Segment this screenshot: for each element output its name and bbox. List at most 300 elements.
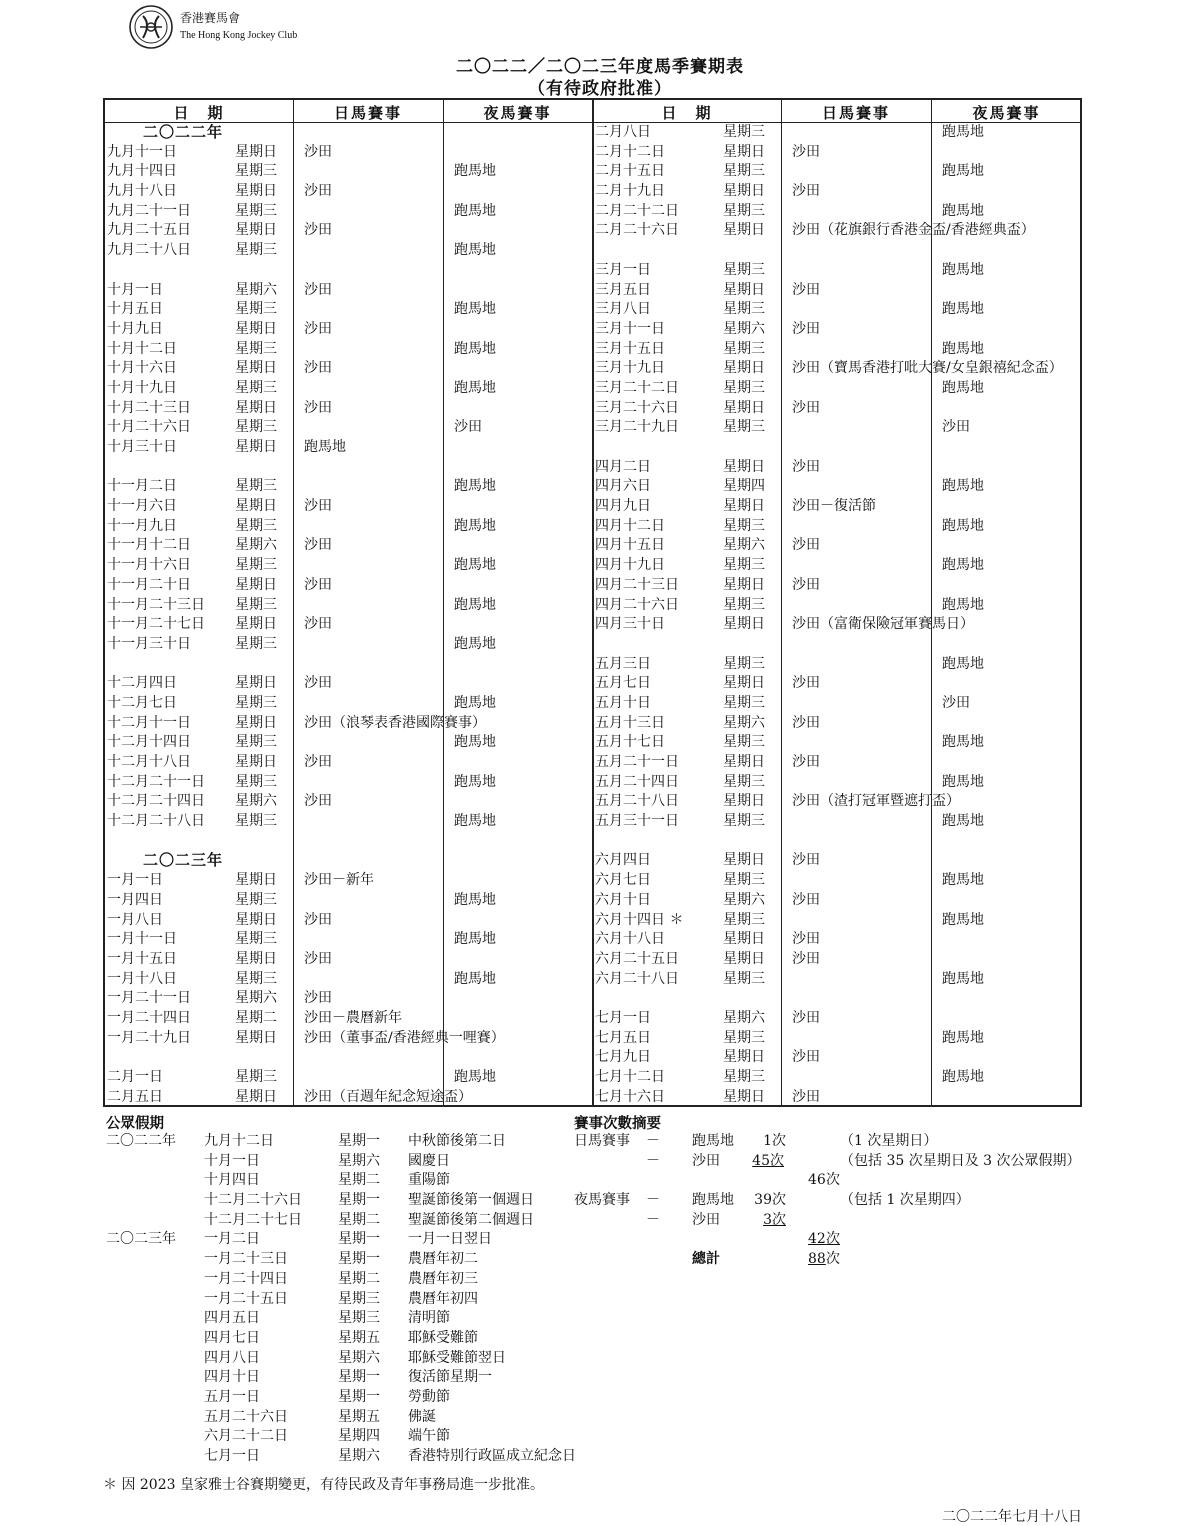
race-date: 十月五日 — [107, 301, 163, 318]
race-date: 二月一日 — [107, 1069, 163, 1085]
race-date: 十月十九日 — [107, 379, 177, 396]
race-weekday: 星期三 — [235, 419, 277, 436]
night-race: 跑馬地 — [454, 340, 496, 357]
race-date: 一月十一日 — [107, 931, 177, 948]
spacer-row — [105, 655, 592, 675]
race-weekday: 星期日 — [723, 183, 765, 200]
night-race: 沙田 — [454, 419, 482, 436]
race-weekday: 星期三 — [723, 163, 765, 180]
day-race: 沙田 — [792, 714, 820, 731]
race-date: 三月一日 — [595, 261, 651, 278]
race-row — [593, 891, 1082, 911]
race-row — [105, 714, 592, 734]
race-row — [593, 143, 1082, 163]
night-race: 跑馬地 — [942, 813, 984, 830]
race-weekday: 星期日 — [723, 576, 765, 593]
holiday-date: 一月二十四日 — [204, 1270, 288, 1287]
race-weekday: 星期日 — [235, 675, 277, 692]
race-weekday: 星期日 — [723, 950, 765, 967]
race-weekday: 星期日 — [723, 281, 765, 298]
day-race: 沙田－復活節 — [792, 498, 876, 515]
day-race: 沙田－新年 — [304, 872, 374, 889]
summary-day-hv-venue: 跑馬地 — [692, 1133, 734, 1149]
night-race: 跑馬地 — [454, 1069, 496, 1085]
race-date: 一月二十四日 — [107, 1009, 191, 1026]
summary-night-hv-venue: 跑馬地 — [692, 1192, 734, 1209]
race-weekday: 星期六 — [723, 537, 765, 554]
summary-day-hv-count: 1 — [763, 1133, 772, 1149]
day-race: 沙田（寶馬香港打吡大賽/女皇銀禧紀念盃） — [792, 360, 1063, 377]
day-race: 沙田 — [792, 675, 820, 692]
race-date: 十月三十日 — [107, 439, 177, 455]
holiday-date: 一月二十五日 — [204, 1290, 288, 1307]
race-row — [105, 1009, 592, 1029]
holiday-name: 復活節星期一 — [408, 1369, 492, 1386]
spacer-row — [593, 241, 1082, 261]
spacer-row — [593, 438, 1082, 458]
race-weekday: 星期日 — [723, 399, 765, 416]
race-date: 二月十五日 — [595, 163, 665, 180]
holiday-date: 四月五日 — [204, 1310, 260, 1327]
summary-night-hv-count: 39 — [754, 1192, 772, 1209]
race-date: 五月十七日 — [595, 734, 665, 751]
race-row — [105, 517, 592, 537]
race-row — [105, 379, 592, 399]
day-race: 沙田 — [792, 931, 820, 948]
day-race: 沙田 — [304, 399, 332, 416]
race-date: 二月十二日 — [595, 143, 665, 160]
race-date: 三月二十六日 — [595, 399, 679, 416]
race-weekday: 星期日 — [723, 675, 765, 692]
race-row — [593, 911, 1082, 931]
race-weekday: 星期三 — [235, 557, 277, 574]
holiday-weekday: 星期三 — [338, 1310, 380, 1327]
spacer-row — [593, 635, 1082, 655]
race-date: 十二月四日 — [107, 675, 177, 692]
race-weekday: 星期三 — [723, 301, 765, 318]
holiday-weekday: 星期五 — [338, 1408, 380, 1425]
race-weekday: 星期三 — [723, 124, 765, 140]
day-race: 沙田（百週年紀念短途盃） — [304, 1088, 472, 1105]
race-row — [593, 379, 1082, 399]
holiday-name: 農曆年初二 — [408, 1251, 478, 1268]
summary-day-hv-note: （1 次星期日） — [840, 1133, 938, 1149]
race-date: 四月十九日 — [595, 557, 665, 574]
race-row — [105, 143, 592, 163]
day-race: 沙田 — [792, 183, 820, 200]
race-row — [593, 123, 1082, 143]
night-race: 跑馬地 — [942, 1069, 984, 1085]
holiday-date: 五月二十六日 — [204, 1408, 288, 1425]
hkjc-emblem-icon — [128, 4, 174, 50]
footnote: ＊ 因 2023 皇家雅士谷賽期變更，有待民政及青年事務局進一步批准。 — [103, 1477, 544, 1493]
holiday-date: 四月七日 — [204, 1329, 260, 1346]
race-weekday: 星期三 — [235, 694, 277, 711]
day-race: 沙田 — [304, 281, 332, 298]
holiday-name: 清明節 — [408, 1310, 450, 1327]
night-race: 沙田 — [942, 694, 970, 711]
night-race: 跑馬地 — [454, 517, 496, 534]
spacer-row — [105, 832, 592, 852]
day-race: 沙田 — [304, 537, 332, 554]
race-weekday: 星期三 — [235, 931, 277, 948]
race-row — [105, 1068, 592, 1088]
holiday-date: 十二月二十七日 — [204, 1211, 302, 1228]
race-weekday: 星期三 — [723, 694, 765, 711]
night-race: 跑馬地 — [942, 202, 984, 219]
day-race: 沙田（浪琴表香港國際賽事） — [304, 714, 486, 731]
race-row — [105, 320, 592, 340]
race-row — [105, 576, 592, 596]
race-row — [593, 182, 1082, 202]
race-date: 一月二十九日 — [107, 1029, 191, 1046]
day-race: 跑馬地 — [304, 439, 346, 455]
race-row — [593, 281, 1082, 301]
race-date: 七月十六日 — [595, 1088, 665, 1105]
holiday-name: 聖誕節後第一個週日 — [408, 1192, 534, 1209]
holiday-date: 四月十日 — [204, 1369, 260, 1386]
race-date: 四月六日 — [595, 478, 651, 495]
summary-total-label: 總計 — [692, 1251, 720, 1268]
holiday-name: 端午節 — [408, 1428, 450, 1445]
race-date: 九月十八日 — [107, 183, 177, 200]
night-race: 跑馬地 — [454, 773, 496, 790]
race-row — [105, 281, 592, 301]
day-race: 沙田（花旗銀行香港金盃/香港經典盃） — [792, 222, 1035, 239]
race-row — [105, 399, 592, 419]
race-row — [105, 911, 592, 931]
right-schedule-rows — [593, 123, 1082, 1107]
header-date-left: 日 期 — [173, 104, 225, 122]
holiday-name: 國慶日 — [408, 1152, 450, 1169]
race-summary — [574, 1132, 1094, 1270]
race-row — [593, 399, 1082, 419]
race-date: 十月一日 — [107, 281, 163, 298]
year-heading-row — [105, 123, 592, 143]
race-weekday: 星期六 — [723, 714, 765, 731]
race-date: 六月二十八日 — [595, 970, 679, 987]
page-subtitle: （有待政府批准） — [528, 79, 672, 99]
holiday-name: 佛誕 — [408, 1408, 436, 1425]
night-race: 跑馬地 — [454, 931, 496, 948]
document-date: 二〇二二年七月十八日 — [942, 1509, 1082, 1525]
holiday-date: 十二月二十六日 — [204, 1192, 302, 1209]
race-row — [593, 576, 1082, 596]
race-weekday: 星期日 — [235, 399, 277, 416]
holiday-weekday: 星期六 — [338, 1448, 380, 1464]
race-date: 十二月十八日 — [107, 754, 191, 770]
race-weekday: 星期六 — [235, 537, 277, 554]
holiday-date: 一月二十三日 — [204, 1251, 288, 1268]
summary-day-subtotal-count: 46 — [808, 1172, 826, 1189]
night-race: 跑馬地 — [942, 163, 984, 180]
summary-night-subtotal-count: 42 — [808, 1231, 826, 1248]
header-night-left: 夜馬賽事 — [483, 104, 552, 122]
race-date: 十月十二日 — [107, 340, 177, 357]
race-row — [105, 202, 592, 222]
race-row — [105, 221, 592, 241]
race-row — [105, 241, 592, 261]
holiday-weekday: 星期一 — [338, 1369, 380, 1386]
day-race: 沙田－農曆新年 — [304, 1009, 402, 1026]
summary-day-st-count: 45 — [752, 1152, 770, 1169]
race-date: 十一月二十三日 — [107, 596, 205, 613]
night-race: 跑馬地 — [454, 970, 496, 987]
race-row — [593, 1068, 1082, 1088]
race-weekday: 星期三 — [235, 635, 277, 652]
race-date: 一月十五日 — [107, 950, 177, 967]
race-date: 三月五日 — [595, 281, 651, 298]
holiday-weekday: 星期一 — [338, 1251, 380, 1268]
holiday-weekday: 星期一 — [338, 1231, 380, 1248]
race-weekday: 星期三 — [235, 970, 277, 987]
race-date: 十一月十二日 — [107, 537, 191, 554]
race-date: 四月九日 — [595, 498, 651, 515]
race-row — [593, 340, 1082, 360]
day-race: 沙田 — [304, 911, 332, 928]
holiday-date: 十月一日 — [204, 1152, 260, 1169]
year-heading: 二〇二二年 — [143, 123, 224, 141]
night-race: 跑馬地 — [942, 517, 984, 534]
day-race: 沙田 — [304, 675, 332, 692]
race-weekday: 星期日 — [235, 872, 277, 889]
holiday-weekday: 星期一 — [338, 1133, 380, 1149]
race-weekday: 星期三 — [235, 242, 277, 259]
night-race: 跑馬地 — [454, 242, 496, 259]
night-race: 跑馬地 — [454, 301, 496, 318]
race-row — [593, 162, 1082, 182]
race-weekday: 星期三 — [723, 813, 765, 830]
race-date: 七月十二日 — [595, 1069, 665, 1085]
race-weekday: 星期日 — [723, 754, 765, 770]
summary-night-hv-unit: 次 — [772, 1192, 786, 1209]
race-row — [593, 418, 1082, 438]
race-date: 十月二十三日 — [107, 399, 191, 416]
night-race: 沙田 — [942, 419, 970, 436]
summary-total-unit: 次 — [826, 1251, 840, 1268]
race-weekday: 星期六 — [235, 281, 277, 298]
summary-night-label: 夜馬賽事 — [574, 1192, 630, 1209]
summary-total-count: 88 — [808, 1251, 826, 1268]
race-date: 十二月二十四日 — [107, 793, 205, 810]
race-date: 二月二十六日 — [595, 222, 679, 239]
race-weekday: 星期日 — [723, 931, 765, 948]
race-date: 十二月七日 — [107, 694, 177, 711]
race-row — [593, 261, 1082, 281]
race-weekday: 星期日 — [723, 1049, 765, 1066]
night-race: 跑馬地 — [942, 734, 984, 751]
summary-dash: － — [646, 1152, 660, 1169]
night-race: 跑馬地 — [454, 734, 496, 751]
race-date: 十一月三十日 — [107, 635, 191, 652]
summary-title: 賽事次數摘要 — [574, 1115, 661, 1132]
spacer-row — [593, 832, 1082, 852]
race-date: 一月一日 — [107, 872, 163, 889]
race-date: 三月八日 — [595, 301, 651, 318]
day-race: 沙田 — [304, 498, 332, 515]
race-date: 九月二十五日 — [107, 222, 191, 239]
race-weekday: 星期三 — [723, 655, 765, 672]
summary-night-st-unit: 次 — [772, 1211, 786, 1228]
race-weekday: 星期三 — [723, 419, 765, 436]
race-weekday: 星期三 — [235, 813, 277, 830]
day-race: 沙田 — [792, 754, 820, 770]
left-schedule-rows — [105, 123, 592, 1107]
race-weekday: 星期三 — [235, 517, 277, 534]
race-row — [593, 871, 1082, 891]
race-date: 三月十九日 — [595, 360, 665, 377]
hkjc-logo — [128, 4, 297, 50]
race-date: 十二月十四日 — [107, 734, 191, 751]
race-row — [593, 773, 1082, 793]
race-row — [593, 320, 1082, 340]
race-row — [593, 615, 1082, 635]
race-weekday: 星期日 — [723, 852, 765, 869]
race-date: 一月十八日 — [107, 970, 177, 987]
day-race: 沙田 — [792, 320, 820, 337]
race-weekday: 星期日 — [235, 950, 277, 967]
race-row — [105, 871, 592, 891]
race-date: 五月七日 — [595, 675, 651, 692]
year-heading: 二〇二三年 — [143, 851, 224, 870]
night-race: 跑馬地 — [942, 478, 984, 495]
holiday-name: 中秋節後第二日 — [408, 1133, 506, 1149]
race-date: 六月十八日 — [595, 931, 665, 948]
race-row — [593, 1029, 1082, 1049]
race-weekday: 星期三 — [723, 1029, 765, 1046]
day-race: 沙田 — [304, 320, 332, 337]
race-row — [105, 477, 592, 497]
summary-day-st-venue: 沙田 — [692, 1152, 720, 1169]
race-row — [105, 1029, 592, 1049]
race-row — [593, 674, 1082, 694]
race-date: 五月三日 — [595, 655, 651, 672]
race-weekday: 星期三 — [235, 596, 277, 613]
summary-dash: － — [646, 1211, 660, 1228]
race-weekday: 星期日 — [235, 360, 277, 377]
header-night-right: 夜馬賽事 — [972, 104, 1041, 122]
race-row — [593, 202, 1082, 222]
race-row — [593, 930, 1082, 950]
holiday-weekday: 星期六 — [338, 1152, 380, 1169]
holiday-date: 七月一日 — [204, 1448, 260, 1464]
race-weekday: 星期日 — [235, 1088, 277, 1105]
race-row — [593, 1048, 1082, 1068]
race-row — [593, 458, 1082, 478]
race-weekday: 星期三 — [723, 557, 765, 574]
race-weekday: 星期日 — [723, 498, 765, 515]
night-race: 跑馬地 — [942, 773, 984, 790]
race-weekday: 星期日 — [235, 754, 277, 770]
holiday-name: 香港特別行政區成立紀念日 — [408, 1448, 576, 1464]
holiday-name: 重陽節 — [408, 1172, 450, 1189]
race-row — [593, 1009, 1082, 1029]
holiday-name: 勞動節 — [408, 1388, 450, 1405]
race-date: 四月二十六日 — [595, 596, 679, 613]
race-weekday: 星期二 — [235, 1009, 277, 1026]
race-date: 二月二十二日 — [595, 202, 679, 219]
race-row — [593, 1088, 1082, 1108]
race-weekday: 星期三 — [235, 202, 277, 219]
race-weekday: 星期三 — [235, 478, 277, 495]
race-date: 六月七日 — [595, 872, 651, 889]
night-race: 跑馬地 — [454, 478, 496, 495]
holiday-date: 一月二日 — [204, 1231, 260, 1248]
race-date: 九月十四日 — [107, 163, 177, 180]
race-row — [593, 556, 1082, 576]
race-weekday: 星期三 — [723, 596, 765, 613]
holiday-weekday: 星期五 — [338, 1329, 380, 1346]
night-race: 跑馬地 — [454, 891, 496, 908]
night-race: 跑馬地 — [942, 596, 984, 613]
holiday-name: 一月一日翌日 — [408, 1231, 492, 1248]
race-date: 十一月六日 — [107, 498, 177, 515]
race-date: 六月四日 — [595, 852, 651, 869]
header-date-right: 日 期 — [661, 104, 713, 122]
night-race: 跑馬地 — [942, 1029, 984, 1046]
day-race: 沙田 — [792, 143, 820, 160]
race-row — [593, 733, 1082, 753]
header-day-right: 日馬賽事 — [821, 104, 890, 122]
race-date: 九月十一日 — [107, 143, 177, 160]
race-row — [105, 340, 592, 360]
night-race: 跑馬地 — [454, 694, 496, 711]
race-date: 五月二十一日 — [595, 754, 679, 770]
day-race: 沙田（董事盃/香港經典一哩賽） — [304, 1029, 505, 1046]
race-date: 十一月二十七日 — [107, 616, 205, 633]
race-row — [105, 812, 592, 832]
race-weekday: 星期三 — [235, 163, 277, 180]
race-weekday: 星期日 — [723, 793, 765, 810]
page-title: 二〇二二／二〇二三年度馬季賽期表 — [456, 57, 744, 77]
race-row — [593, 714, 1082, 734]
header-day-left: 日馬賽事 — [333, 104, 402, 122]
race-weekday: 星期日 — [235, 320, 277, 337]
day-race: 沙田 — [792, 537, 820, 554]
race-row — [105, 300, 592, 320]
day-race: 沙田 — [304, 143, 332, 160]
race-weekday: 星期日 — [235, 911, 277, 928]
race-date: 九月二十一日 — [107, 202, 191, 219]
race-weekday: 星期三 — [723, 872, 765, 889]
night-race: 跑馬地 — [454, 202, 496, 219]
race-date: 三月二十九日 — [595, 419, 679, 436]
day-race: 沙田 — [792, 852, 820, 869]
night-race: 跑馬地 — [942, 655, 984, 672]
race-row — [593, 851, 1082, 871]
race-row — [593, 596, 1082, 616]
race-row — [105, 733, 592, 753]
holiday-weekday: 星期一 — [338, 1388, 380, 1405]
year-heading-row — [105, 851, 592, 871]
race-date: 三月十五日 — [595, 340, 665, 357]
race-date: 四月十二日 — [595, 517, 665, 534]
race-date: 六月二十五日 — [595, 950, 679, 967]
holiday-weekday: 星期六 — [338, 1349, 380, 1366]
summary-dash: － — [646, 1192, 660, 1209]
race-row — [105, 635, 592, 655]
race-row — [105, 497, 592, 517]
race-date: 五月二十八日 — [595, 793, 679, 810]
race-weekday: 星期三 — [723, 379, 765, 396]
summary-day-st-note: （包括 35 次星期日及 3 次公眾假期） — [840, 1152, 1081, 1169]
race-date: 十二月十一日 — [107, 714, 191, 731]
race-date: 一月八日 — [107, 911, 163, 928]
race-weekday: 星期日 — [723, 458, 765, 475]
race-date: 二月八日 — [595, 124, 651, 140]
summary-dash: － — [646, 1133, 660, 1149]
race-row — [105, 792, 592, 812]
